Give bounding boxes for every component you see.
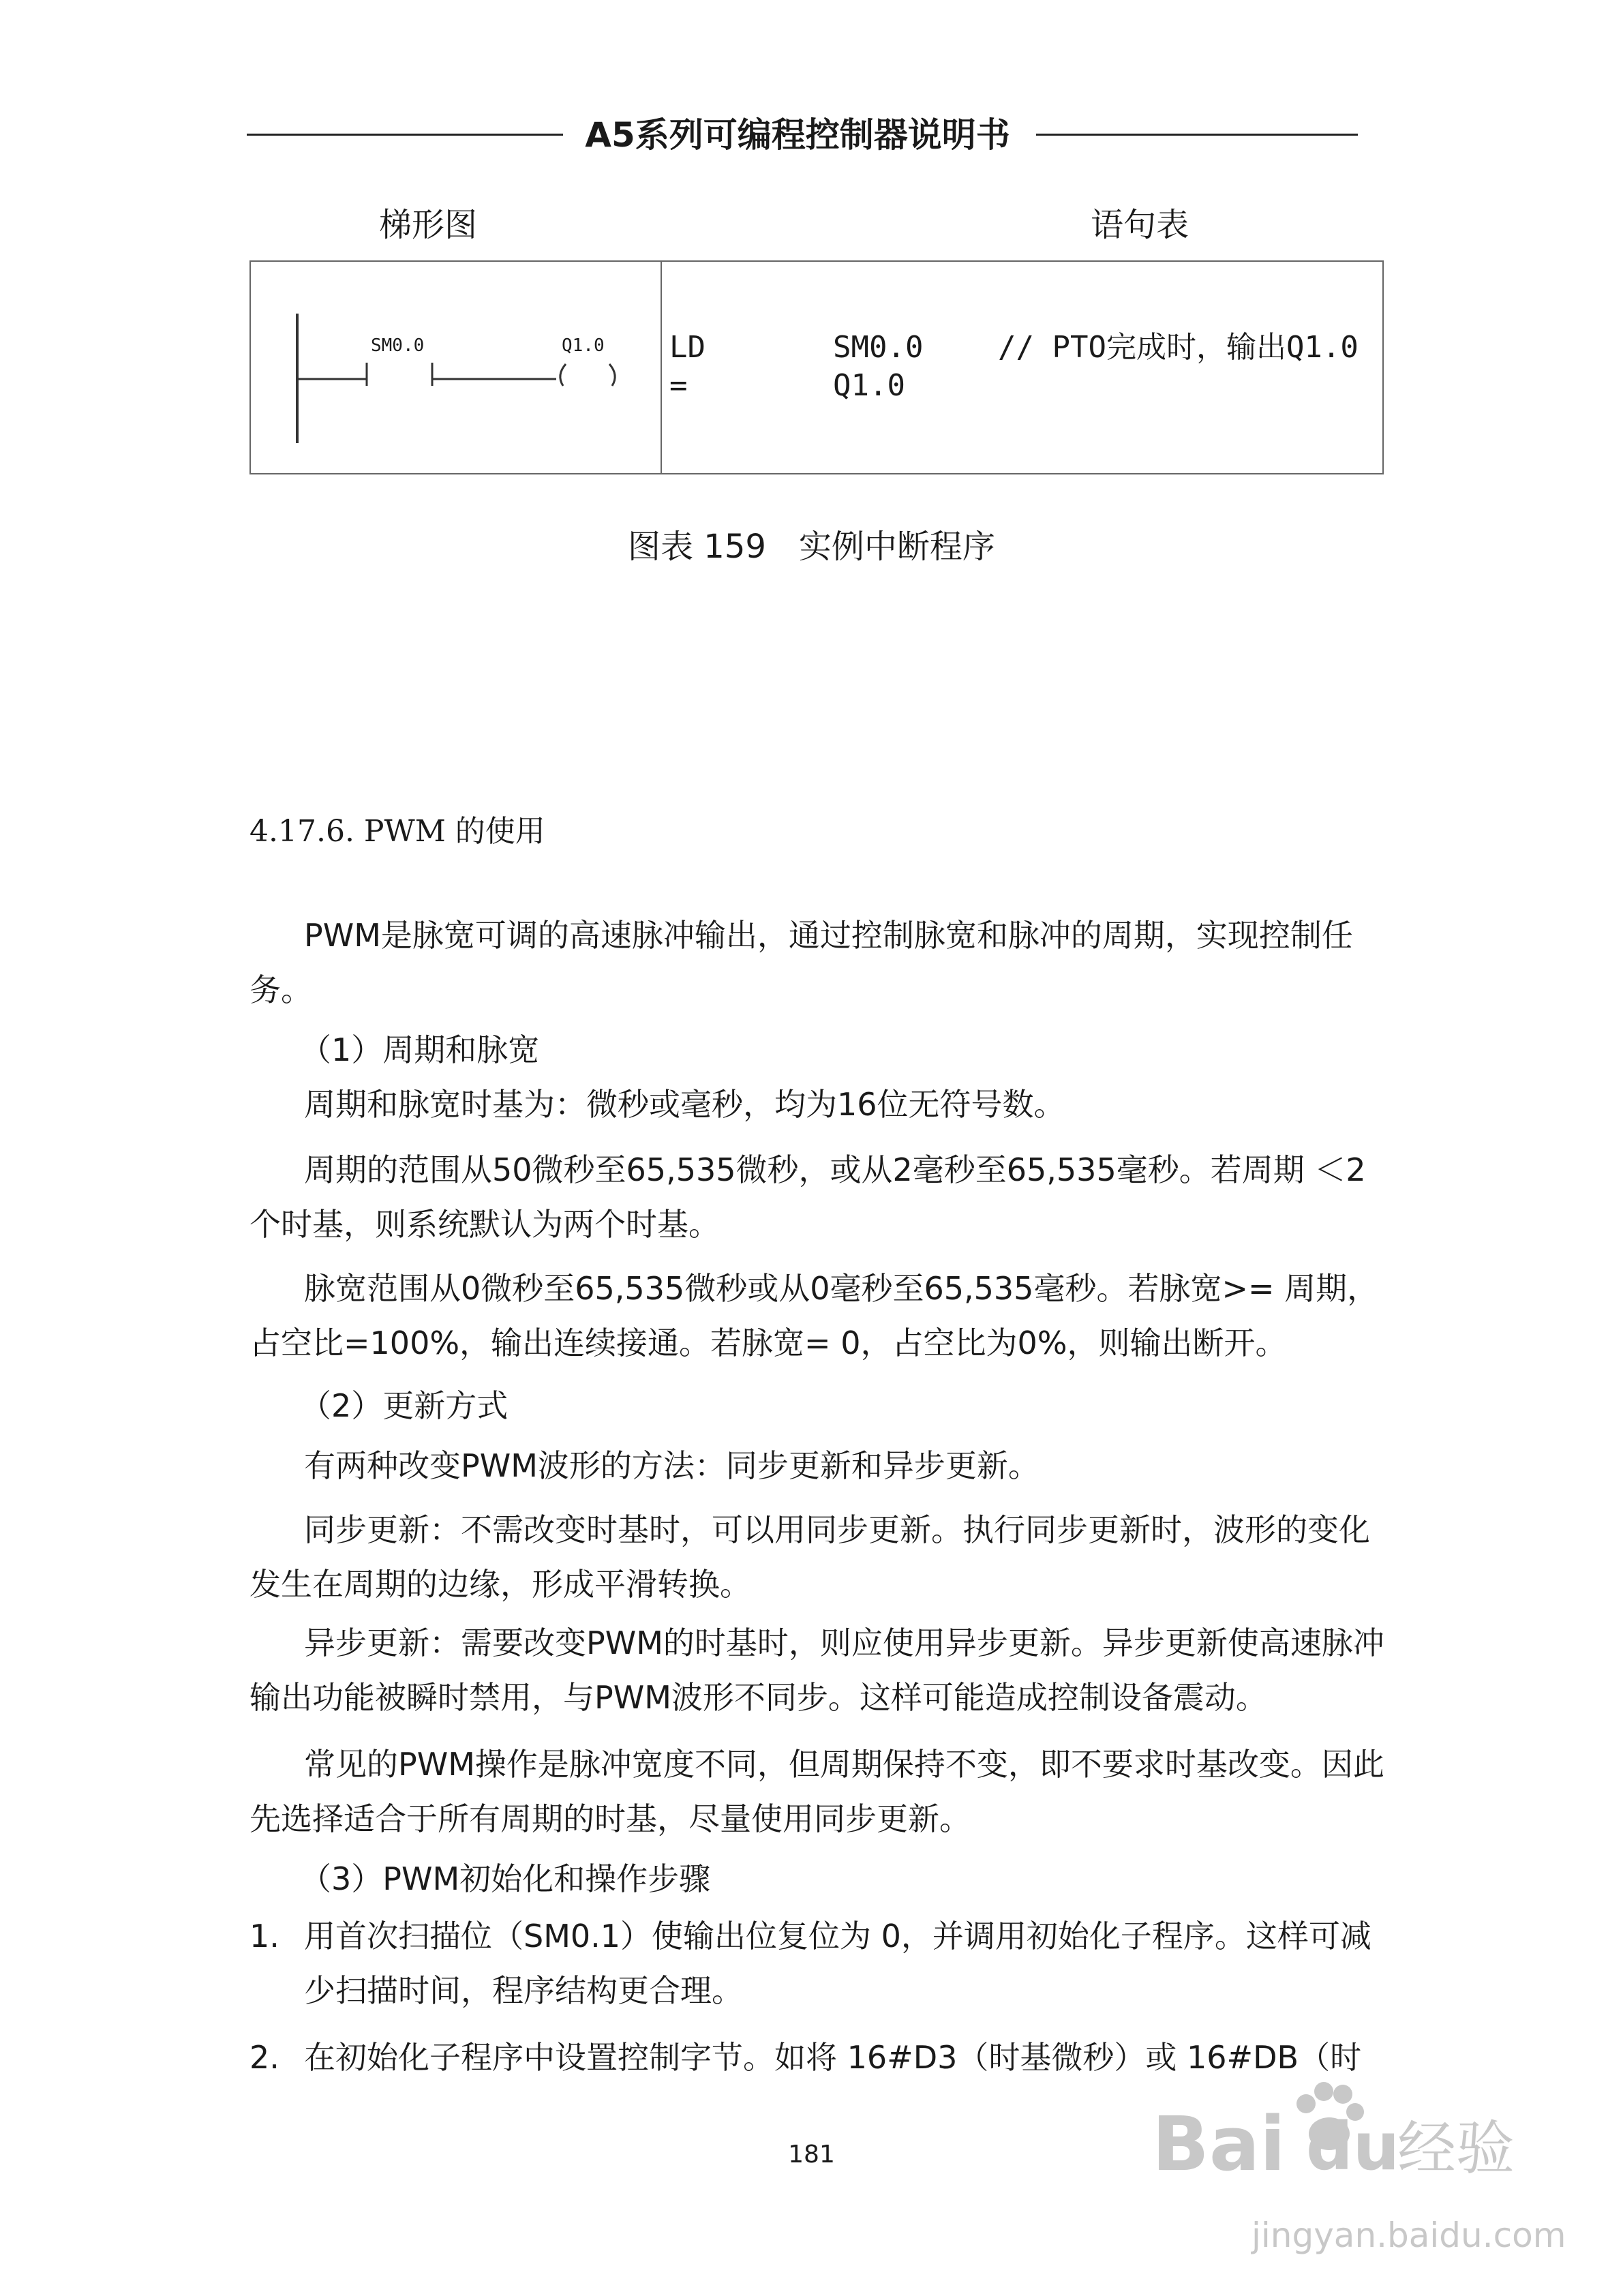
subheading-2: （2）更新方式 bbox=[300, 1387, 509, 1424]
stl-op-2: = bbox=[669, 368, 688, 403]
coil-left-arc bbox=[560, 364, 566, 386]
paragraph-4: 有两种改变PWM波形的方法：同步更新和异步更新。 bbox=[304, 1447, 1040, 1484]
ladder-heading: 梯形图 bbox=[379, 206, 478, 244]
header-title: A5系列可编程控制器说明书 bbox=[585, 115, 1010, 155]
list-number-2: 2. bbox=[249, 2039, 279, 2076]
paragraph-6: 异步更新：需要改变PWM的时基时，则应使用异步更新。异步更新使高速脉冲输出功能被瞬时禁用，与PWM波形不同步。这样可能造成控制设备震动。 bbox=[249, 1625, 1384, 1716]
stl-heading: 语句表 bbox=[1091, 206, 1189, 244]
subheading-3: （3）PWM初始化和操作步骤 bbox=[300, 1860, 711, 1897]
watermark-brand: Bai bbox=[1152, 2100, 1286, 2188]
list-item-2: 在初始化子程序中设置控制字节。如将 16#D3（时基微秒）或 16#DB（时 bbox=[304, 2039, 1362, 2076]
subheading-1: （1）周期和脉宽 bbox=[300, 1031, 540, 1068]
paragraph-intro: PWM是脉宽可调的高速脉冲输出，通过控制脉宽和脉冲的周期，实现控制任务。 bbox=[249, 917, 1353, 1008]
section-title: 4.17.6. PWM 的使用 bbox=[249, 814, 545, 849]
contact-label: SM0.0 bbox=[371, 335, 425, 356]
list-item-1: 用首次扫描位（SM0.1）使输出位复位为 0，并调用初始化子程序。这样可减少扫描时间，程序结构更合理。 bbox=[304, 1918, 1371, 2009]
stl-operand-1: SM0.0 bbox=[833, 330, 924, 365]
watermark-url: jingyan.baidu.com bbox=[1252, 2216, 1566, 2255]
watermark-logo bbox=[1152, 2079, 1534, 2195]
program-table bbox=[249, 260, 1384, 474]
paragraph-7: 常见的PWM操作是脉冲宽度不同，但周期保持不变，即不要求时基改变。因此先选择适合于所有周期的时基，尽量使用同步更新。 bbox=[249, 1746, 1384, 1837]
coil-label: Q1.0 bbox=[562, 335, 605, 356]
figure-caption: 图表 159 实例中断程序 bbox=[628, 528, 995, 566]
paragraph-5: 同步更新：不需改变时基时，可以用同步更新。执行同步更新时，波形的变化发生在周期的边缘，形成平滑转换。 bbox=[249, 1511, 1370, 1603]
list-number-1: 1. bbox=[249, 1918, 279, 1954]
paragraph-2: 周期的范围从50微秒至65,535微秒，或从2毫秒至65,535毫秒。若周期 ＜2个时基，则系统默认为两个时基。 bbox=[249, 1151, 1366, 1243]
coil-right-arc bbox=[609, 364, 615, 386]
paragraph-3: 脉宽范围从0微秒至65,535微秒或从0毫秒至65,535毫秒。若脉宽>= 周期，占空比=100%，输出连续接通。若脉宽= 0，占空比为0%，则输出断开。 bbox=[249, 1270, 1379, 1361]
header-rule-right bbox=[1036, 134, 1358, 136]
table-divider bbox=[661, 262, 662, 473]
ladder-diagram bbox=[251, 262, 660, 473]
stl-operand-2: Q1.0 bbox=[833, 368, 905, 403]
header-rule-left bbox=[247, 134, 563, 136]
stl-op-1: LD bbox=[669, 330, 706, 365]
watermark-product: 经验 bbox=[1397, 2115, 1515, 2183]
stl-comment-1: // PTO完成时，输出Q1.0 bbox=[998, 330, 1359, 365]
watermark-brand-du: du bbox=[1306, 2109, 1400, 2185]
paragraph-1: 周期和脉宽时基为：微秒或毫秒，均为16位无符号数。 bbox=[304, 1086, 1065, 1123]
page-number: 181 bbox=[788, 2141, 835, 2169]
